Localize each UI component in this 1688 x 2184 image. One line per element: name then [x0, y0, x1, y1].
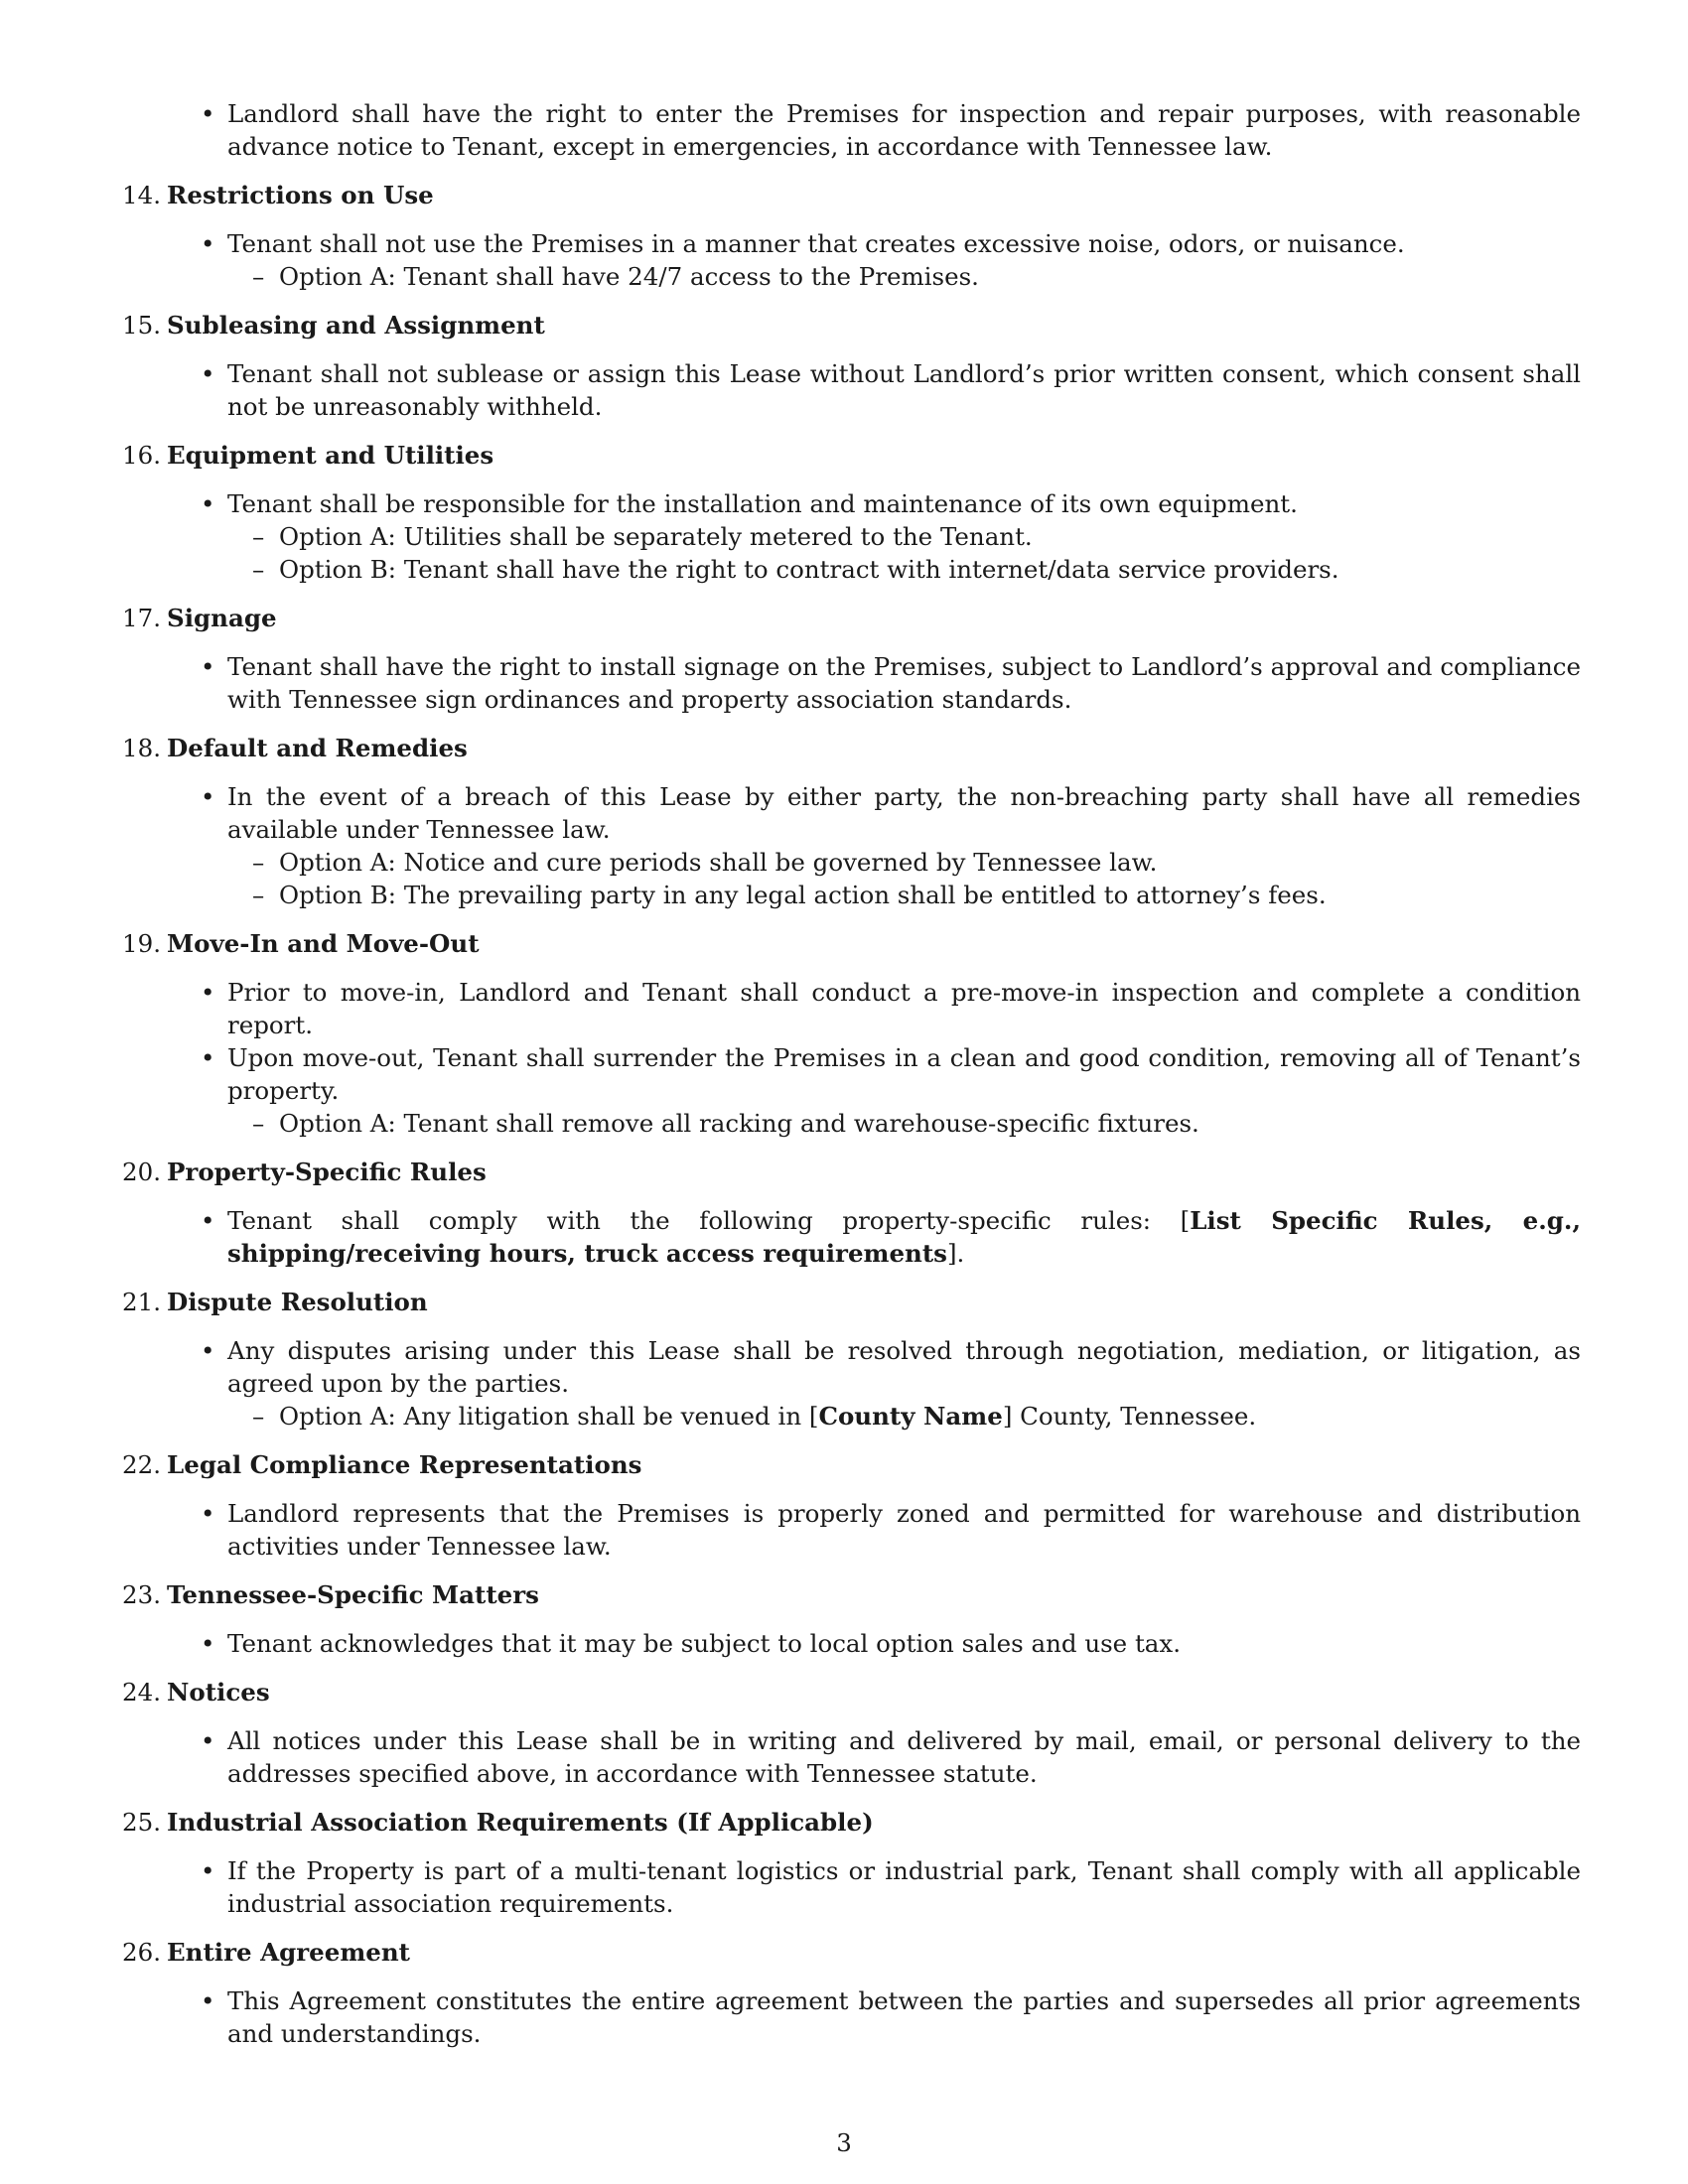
section-16 — [122, 439, 1581, 586]
bullet-item: • Tenant shall not sublease or assign this Lease without Landlord’s prior written consent, which consent shall not be unreasonably withheld. — [167, 357, 1581, 423]
bullet-item: • Tenant acknowledges that it may be subject to local option sales and use tax. — [167, 1627, 1581, 1660]
section-heading — [122, 1156, 1581, 1188]
bullet-item: • Tenant shall not use the Premises in a manner that creates excessive noise, odors, or nuisance. — [167, 227, 1581, 260]
section-26 — [122, 1936, 1581, 2050]
section-20 — [122, 1156, 1581, 1270]
section-number: 19. — [122, 929, 161, 958]
section-heading — [122, 1448, 1581, 1481]
section-21 — [122, 1286, 1581, 1433]
section-heading — [122, 1286, 1581, 1318]
section-heading — [122, 927, 1581, 960]
section-heading — [122, 732, 1581, 764]
option-item: – Option B: Tenant shall have the right to contract with internet/data service providers. — [167, 553, 1581, 586]
section-number: 14. — [122, 181, 161, 209]
bullet-item: • Any disputes arising under this Lease shall be resolved through negotiation, mediation, or litigation, as agreed upon by the parties. — [167, 1334, 1581, 1400]
placeholder-field: List Specific Rules, e.g., shipping/receiving hours, truck access requirements — [227, 1206, 1581, 1268]
bullet-item: • Landlord shall have the right to enter the Premises for inspection and repair purposes, with reasonable advance notice to Tenant, except in emergencies, in accordance with Tennessee law. — [167, 97, 1581, 163]
option-item: – Option A: Tenant shall have 24/7 access to the Premises. — [167, 260, 1581, 293]
section-title: Equipment and Utilities — [167, 441, 494, 470]
section-title: Restrictions on Use — [167, 181, 434, 209]
section-title: Notices — [167, 1678, 270, 1706]
bullet-item: • In the event of a breach of this Lease by either party, the non-breaching party shall have all remedies available under Tennessee law. — [167, 780, 1581, 846]
section-title: Signage — [167, 604, 277, 632]
section-heading — [122, 1936, 1581, 1969]
section-heading — [122, 1578, 1581, 1611]
section-heading — [122, 1806, 1581, 1839]
option-text: Option A: Any litigation shall be venued in [ — [279, 1402, 819, 1431]
section-number: 15. — [122, 311, 161, 340]
section-24 — [122, 1676, 1581, 1790]
section-15 — [122, 309, 1581, 423]
bullet-item: • Tenant shall have the right to install signage on the Premises, subject to Landlord’s approval and compliance with Tennessee sign ordinances and property association standards. — [167, 650, 1581, 716]
option-item: – Option A: Utilities shall be separately metered to the Tenant. — [167, 520, 1581, 553]
section-number: 17. — [122, 604, 161, 632]
option-text: ] County, Tennessee. — [1002, 1402, 1257, 1431]
section-title: Tennessee-Specific Matters — [167, 1580, 539, 1609]
section-heading — [122, 439, 1581, 472]
section-17 — [122, 602, 1581, 716]
section-number: 24. — [122, 1678, 161, 1706]
option-item: – Option A: Notice and cure periods shall be governed by Tennessee law. — [167, 846, 1581, 879]
bullet-text: Tenant shall comply with the following property-specific rules: [ — [227, 1206, 1191, 1235]
section-title: Property-Specific Rules — [167, 1158, 487, 1186]
continued-section — [167, 97, 1581, 163]
bullet-item: • If the Property is part of a multi-tenant logistics or industrial park, Tenant shall comply with all applicable industrial association requirements. — [167, 1854, 1581, 1920]
section-number: 26. — [122, 1938, 161, 1967]
bullet-item: • This Agreement constitutes the entire agreement between the parties and supersedes all prior agreements and understandings. — [167, 1984, 1581, 2050]
section-title: Entire Agreement — [167, 1938, 410, 1967]
section-number: 22. — [122, 1450, 161, 1479]
bullet-item: • Upon move-out, Tenant shall surrender the Premises in a clean and good condition, removing all of Tenant’s property. — [167, 1041, 1581, 1107]
section-title: Move-In and Move-Out — [167, 929, 480, 958]
section-title: Dispute Resolution — [167, 1288, 428, 1316]
bullet-text: ]. — [946, 1239, 965, 1268]
section-title: Industrial Association Requirements (If Applicable) — [167, 1808, 874, 1837]
section-number: 18. — [122, 734, 161, 762]
option-item: – Option B: The prevailing party in any legal action shall be entitled to attorney’s fees. — [167, 879, 1581, 911]
option-item — [167, 1400, 1581, 1433]
section-heading — [122, 179, 1581, 211]
section-23 — [122, 1578, 1581, 1660]
section-title: Default and Remedies — [167, 734, 468, 762]
section-title: Subleasing and Assignment — [167, 311, 545, 340]
section-heading — [122, 1676, 1581, 1708]
section-25 — [122, 1806, 1581, 1920]
bullet-item: • All notices under this Lease shall be in writing and delivered by mail, email, or personal delivery to the addresses specified above, in accordance with Tennessee statute. — [167, 1724, 1581, 1790]
option-item: – Option A: Tenant shall remove all racking and warehouse-specific fixtures. — [167, 1107, 1581, 1140]
section-14 — [122, 179, 1581, 293]
document-body — [122, 97, 1581, 2050]
bullet-item: • Prior to move-in, Landlord and Tenant shall conduct a pre-move-in inspection and complete a condition report. — [167, 976, 1581, 1041]
bullet-item: • Landlord represents that the Premises is properly zoned and permitted for warehouse and distribution activities under Tennessee law. — [167, 1497, 1581, 1563]
section-title: Legal Compliance Representations — [167, 1450, 642, 1479]
bullet-item: • Tenant shall be responsible for the installation and maintenance of its own equipment. — [167, 487, 1581, 520]
bullet-item — [167, 1204, 1581, 1270]
page-number: 3 — [836, 2128, 852, 2157]
section-number: 20. — [122, 1158, 161, 1186]
section-18 — [122, 732, 1581, 911]
section-number: 21. — [122, 1288, 161, 1316]
section-number: 25. — [122, 1808, 161, 1837]
section-number: 23. — [122, 1580, 161, 1609]
section-number: 16. — [122, 441, 161, 470]
section-22 — [122, 1448, 1581, 1563]
section-heading — [122, 309, 1581, 341]
section-heading — [122, 602, 1581, 634]
placeholder-field: County Name — [818, 1402, 1003, 1431]
section-19 — [122, 927, 1581, 1140]
